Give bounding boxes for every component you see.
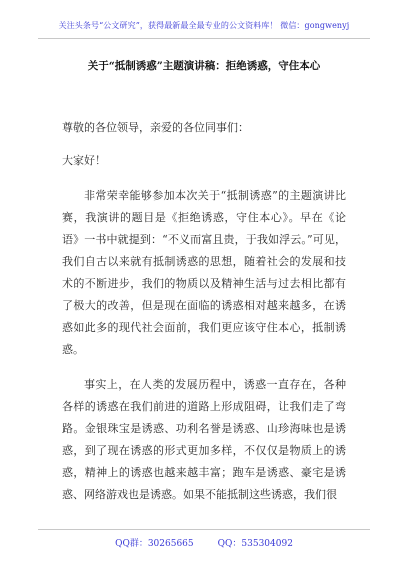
- header-divider: [38, 38, 370, 39]
- header-banner: 关注头条号“公文研究”，获得最新最全最专业的公文资料库！ 微信：gongwenyj: [58, 21, 350, 30]
- footer-qq-group: QQ群：30265665: [115, 539, 194, 549]
- body-paragraph: 事实上，在人类的发展历程中，诱惑一直存在，各种各样的诱惑在我们前进的道路上形成阻碍，让我们走了弯路。金银珠宝是诱惑、功利名誉是诱惑、山珍海味也是诱惑，到了现在诱惑的形式更加多样，不仅仅是物质上的诱惑，精神上的诱惑也越来越丰富；跑车是诱惑、豪宅是诱惑、网络游戏也是诱惑。如果不能抵制这些诱惑，我们很: [62, 378, 346, 501]
- footer: [0, 536, 408, 549]
- body-paragraph: 非常荣幸能够参加本次关于“抵制诱惑”的主题演讲比赛，我演讲的题目是《拒绝诱惑，守住本心》。早在《论语》一书中就提到：“不义而富且贵，于我如浮云。”可见，我们自古以来就有抵制诱惑的思想，随着社会的发展和技术的不断进步，我们的物质以及精神生活与过去相比都有了极大的改善，但是现在面临的诱惑相对越来越多，在诱惑如此多的现代社会面前，我们更应该守住本心，抵制诱惑。: [62, 189, 346, 356]
- salutation: 尊敬的各位领导，亲爱的各位同事们：: [62, 121, 249, 134]
- greeting: 大家好！: [62, 154, 106, 167]
- footer-qq-contact: QQ：535304092: [217, 539, 293, 549]
- document-title: 关于“抵制诱惑”主题演讲稿：拒绝诱惑，守住本心: [87, 60, 321, 72]
- footer-divider: [38, 529, 370, 530]
